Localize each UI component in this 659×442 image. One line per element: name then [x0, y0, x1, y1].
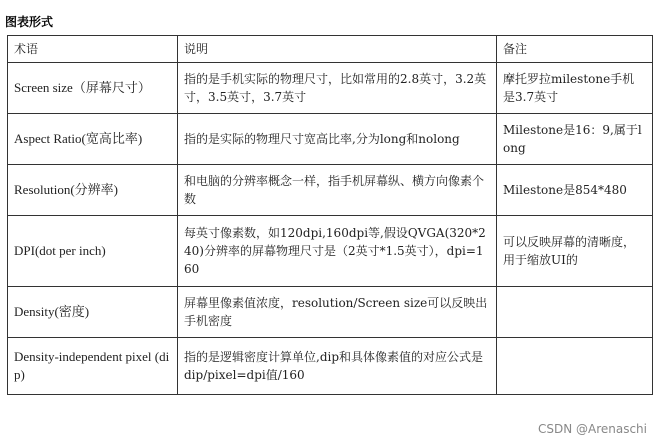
term-cell: Density(密度)	[8, 287, 178, 338]
terms-table	[7, 35, 653, 395]
note-cell: Milestone是854*480	[497, 165, 653, 216]
note-cell: 摩托罗拉milestone手机是3.7英寸	[497, 63, 653, 114]
header-term: 术语	[8, 36, 178, 63]
term-cell: DPI(dot per inch)	[8, 216, 178, 287]
header-note: 备注	[497, 36, 653, 63]
term-cell: Screen size（屏幕尺寸）	[8, 63, 178, 114]
description-cell: 每英寸像素数，如120dpi,160dpi等,假设QVGA(320*240)分辨率的屏幕物理尺寸是（2英寸*1.5英寸），dpi=160	[178, 216, 497, 287]
table-row	[8, 165, 653, 216]
term-cell: Density-independent pixel (dip)	[8, 338, 178, 395]
note-cell	[497, 338, 653, 395]
header-description: 说明	[178, 36, 497, 63]
table-row	[8, 63, 653, 114]
watermark: CSDN @Arenaschi	[537, 422, 647, 436]
term-cell: Aspect Ratio(宽高比率)	[8, 114, 178, 165]
note-cell: 可以反映屏幕的清晰度，用于缩放UI的	[497, 216, 653, 287]
description-cell: 指的是实际的物理尺寸宽高比率,分为long和nolong	[178, 114, 497, 165]
description-cell: 指的是逻辑密度计算单位,dip和具体像素值的对应公式是dip/pixel=dpi值/160	[178, 338, 497, 395]
section-title: 图表形式	[5, 15, 54, 29]
table-row	[8, 216, 653, 287]
description-cell: 指的是手机实际的物理尺寸，比如常用的2.8英寸，3.2英寸，3.5英寸，3.7英寸	[178, 63, 497, 114]
description-cell: 和电脑的分辨率概念一样，指手机屏幕纵、横方向像素个数	[178, 165, 497, 216]
table-header-row	[8, 36, 653, 63]
term-cell: Resolution(分辨率)	[8, 165, 178, 216]
note-cell	[497, 287, 653, 338]
table-row	[8, 114, 653, 165]
note-cell: Milestone是16：9,属于long	[497, 114, 653, 165]
table-row	[8, 287, 653, 338]
description-cell: 屏幕里像素值浓度，resolution/Screen size可以反映出手机密度	[178, 287, 497, 338]
table-row	[8, 338, 653, 395]
